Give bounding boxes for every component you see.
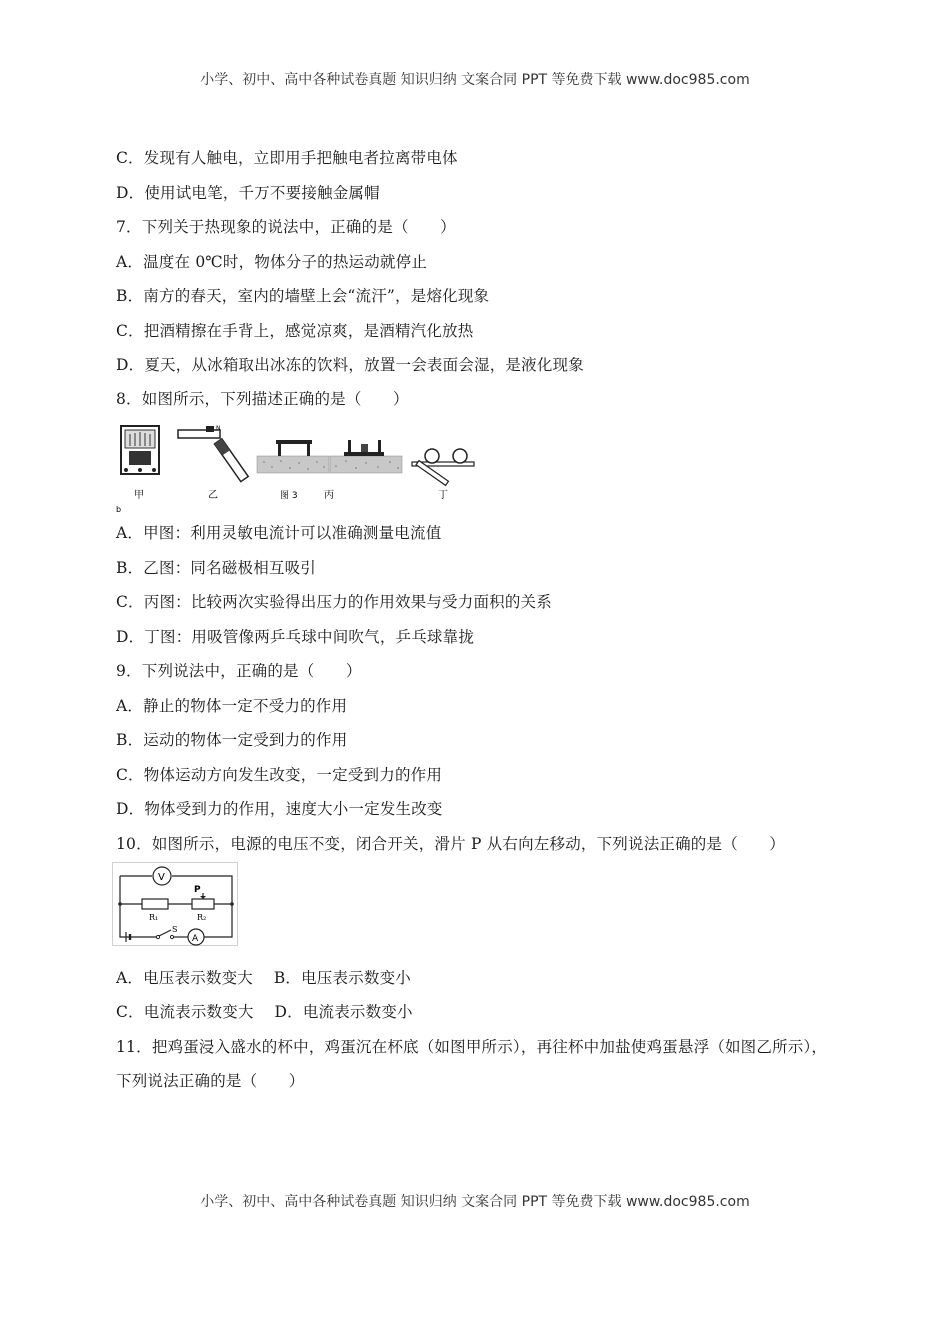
ammeter-symbol — [188, 929, 204, 945]
q11-stem-line1: 11．把鸡蛋浸入盛水的杯中，鸡蛋沉在杯底（如图甲所示），再往杯中加盐使鸡蛋悬浮（如图乙所示）， — [116, 1038, 828, 1056]
q8-stem: 8．如图所示，下列描述正确的是（ ） — [116, 390, 409, 408]
resistor-r1 — [142, 899, 168, 909]
q6-option-c: C．发现有人触电，立即用手把触电者拉离带电体 — [116, 149, 458, 167]
q7-stem: 7．下列关于热现象的说法中，正确的是（ ） — [116, 218, 456, 236]
pingpong-straw-figure — [412, 449, 474, 485]
q8-option-c: C．丙图：比较两次实验得出压力的作用效果与受力面积的关系 — [116, 593, 552, 611]
label-yi: 乙 — [208, 490, 218, 501]
q9-option-a: A．静止的物体一定不受力的作用 — [116, 697, 348, 715]
q9-option-b: B．运动的物体一定受到力的作用 — [116, 731, 348, 749]
q10-options-cd: C．电流表示数变大 D．电流表示数变小 — [116, 1003, 413, 1021]
q8-option-a: A．甲图：利用灵敏电流计可以准确测量电流值 — [116, 524, 442, 542]
q7-option-c: C．把酒精擦在手背上，感觉凉爽，是酒精汽化放热 — [116, 322, 474, 340]
voltmeter-symbol — [153, 867, 171, 885]
magnet-pole-label-1: N — [216, 425, 221, 432]
voltmeter-label: V — [158, 872, 165, 883]
switch-label: S — [172, 925, 178, 934]
corner-mark: b — [116, 505, 122, 514]
q10-options-ab: A．电压表示数变大 B．电压表示数变小 — [116, 969, 412, 987]
q7-option-b: B．南方的春天，室内的墙壁上会“流汗”，是熔化现象 — [116, 287, 490, 305]
magnets-figure — [178, 425, 248, 482]
rheostat-r2 — [192, 899, 214, 909]
figure-3 — [116, 420, 480, 514]
label-bing: 丙 — [324, 490, 334, 501]
sponge-table-figure — [257, 440, 329, 473]
slider-label: P — [194, 885, 201, 895]
q9-option-c: C．物体运动方向发生改变，一定受到力的作用 — [116, 766, 443, 784]
page-footer: 小学、初中、高中各种试卷真题 知识归纳 文案合同 PPT 等免费下载 www.doc985.com — [200, 1194, 750, 1210]
label-jia: 甲 — [134, 490, 144, 501]
circuit-figure — [112, 862, 238, 946]
galvanometer-figure — [121, 426, 159, 474]
q7-option-a: A．温度在 0℃时，物体分子的热运动就停止 — [116, 253, 428, 271]
ammeter-label: A — [192, 934, 199, 944]
page-header: 小学、初中、高中各种试卷真题 知识归纳 文案合同 PPT 等免费下载 www.doc985.com — [200, 72, 750, 88]
q6-option-d: D．使用试电笔，千万不要接触金属帽 — [116, 184, 380, 202]
r1-label: R₁ — [149, 913, 159, 922]
q7-option-d: D．夏天，从冰箱取出冰冻的饮料，放置一会表面会湿，是液化现象 — [116, 356, 584, 374]
label-ding: 丁 — [438, 490, 448, 501]
q8-option-d: D．丁图：用吸管像两乒乓球中间吹气，乒乓球靠拢 — [116, 628, 475, 646]
q10-stem: 10．如图所示，电源的电压不变，闭合开关，滑片 P 从右向左移动，下列说法正确的是（ ） — [116, 835, 786, 853]
q9-option-d: D．物体受到力的作用，速度大小一定发生改变 — [116, 800, 443, 818]
r2-label: R₂ — [197, 913, 207, 922]
q9-stem: 9．下列说法中，正确的是（ ） — [116, 662, 362, 680]
figure-caption: 图 3 — [280, 491, 298, 501]
q8-option-b: B．乙图：同名磁极相互吸引 — [116, 559, 316, 577]
q11-stem-line2: 下列说法正确的是（ ） — [116, 1072, 305, 1090]
sponge-inverted-table-figure — [330, 440, 402, 473]
